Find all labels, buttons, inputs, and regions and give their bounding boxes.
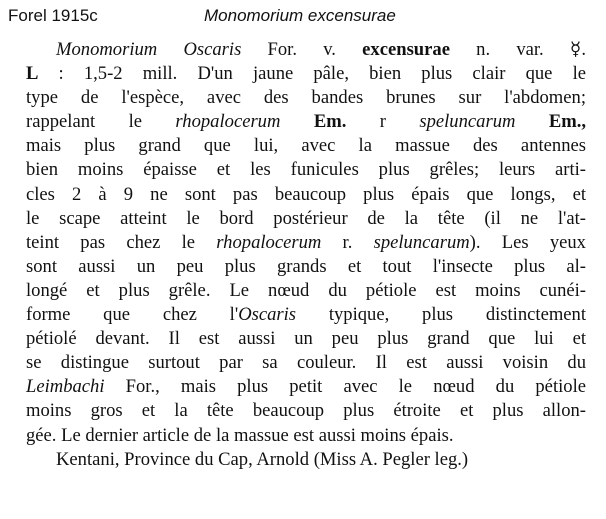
text-line bbox=[26, 62, 586, 86]
text-segment: gée. Le dernier article de la massue est aussi moins épais. bbox=[26, 424, 454, 446]
text-segment: rhopalocerum bbox=[175, 111, 281, 133]
text-line bbox=[26, 399, 586, 423]
text-segment: bien moins épaisse et les funicules plus grêles; leurs arti- bbox=[26, 159, 586, 181]
text-segment: type de l'espèce, avec des bandes brunes sur l'abdomen; bbox=[26, 87, 586, 109]
text-segment: le scape atteint le bord postérieur de la tête (il ne l'at- bbox=[26, 207, 586, 229]
text-segment: moins gros et la tête beaucoup plus étroite et plus allon- bbox=[26, 400, 586, 422]
text-segment: rappelant le bbox=[26, 111, 176, 133]
text-line bbox=[26, 303, 586, 327]
text-segment: se distingue surtout par sa couleur. Il est aussi voisin du bbox=[26, 352, 586, 374]
text-segment: r. bbox=[321, 231, 374, 253]
text-segment: rhopalocerum bbox=[216, 231, 322, 253]
text-line bbox=[26, 183, 586, 207]
text-line bbox=[26, 351, 586, 375]
text-line bbox=[26, 110, 586, 134]
text-segment: cles 2 à 9 ne sont pas beaucoup plus épais que longs, et bbox=[26, 183, 586, 205]
text-line bbox=[26, 327, 586, 351]
text-segment: r bbox=[346, 111, 420, 133]
text-segment: Leimbachi bbox=[26, 376, 105, 398]
text-segment: L bbox=[26, 63, 39, 85]
text-segment: Em., bbox=[548, 111, 587, 133]
text-segment: Em. bbox=[313, 111, 347, 133]
text-line bbox=[26, 231, 586, 255]
text-segment: : 1,5-2 mill. D'un jaune pâle, bien plus clair que le bbox=[38, 63, 586, 85]
text-segment: Oscaris bbox=[238, 304, 297, 326]
text-segment: ). Les yeux bbox=[469, 231, 586, 253]
description-text bbox=[26, 38, 586, 472]
text-line bbox=[26, 134, 586, 158]
text-segment: For. v. bbox=[241, 39, 363, 60]
text-segment: longé et plus grêle. Le nœud du pétiole est moins cunéi- bbox=[26, 279, 586, 301]
text-segment: speluncarum bbox=[373, 231, 470, 253]
text-segment: mais plus grand que lui, avec la massue des antennes bbox=[26, 135, 586, 157]
text-segment: Monomorium Oscaris bbox=[56, 39, 242, 60]
text-segment: teint pas chez le bbox=[26, 231, 217, 253]
page-header bbox=[8, 6, 598, 30]
text-line bbox=[26, 279, 586, 303]
text-segment: typique, plus distinctement bbox=[296, 304, 586, 326]
text-segment bbox=[280, 111, 313, 132]
text-segment: For., mais plus petit avec le nœud du pétiole bbox=[104, 376, 586, 398]
species-heading: Monomorium excensurae bbox=[204, 6, 396, 25]
text-line bbox=[26, 255, 586, 279]
text-line bbox=[26, 375, 586, 399]
text-segment: sont aussi un peu plus grands et tout l'insecte plus al- bbox=[26, 255, 586, 277]
text-segment bbox=[515, 111, 548, 132]
text-segment: Kentani, Province du Cap, Arnold (Miss A. Pegler leg.) bbox=[56, 448, 469, 470]
text-segment: excensurae bbox=[362, 39, 450, 60]
text-line bbox=[26, 158, 586, 182]
text-segment: speluncarum bbox=[419, 111, 516, 133]
text-line bbox=[26, 38, 586, 62]
text-segment: forme que chez l' bbox=[26, 304, 239, 326]
text-segment: pétiolé devant. Il est aussi un peu plus grand que lui et bbox=[26, 328, 586, 350]
text-line bbox=[26, 207, 586, 231]
text-line bbox=[26, 424, 586, 448]
text-line bbox=[26, 448, 586, 472]
reference-label: Forel 1915c bbox=[8, 6, 98, 25]
text-line bbox=[26, 86, 586, 110]
text-segment: n. var. ☿. bbox=[449, 39, 586, 60]
